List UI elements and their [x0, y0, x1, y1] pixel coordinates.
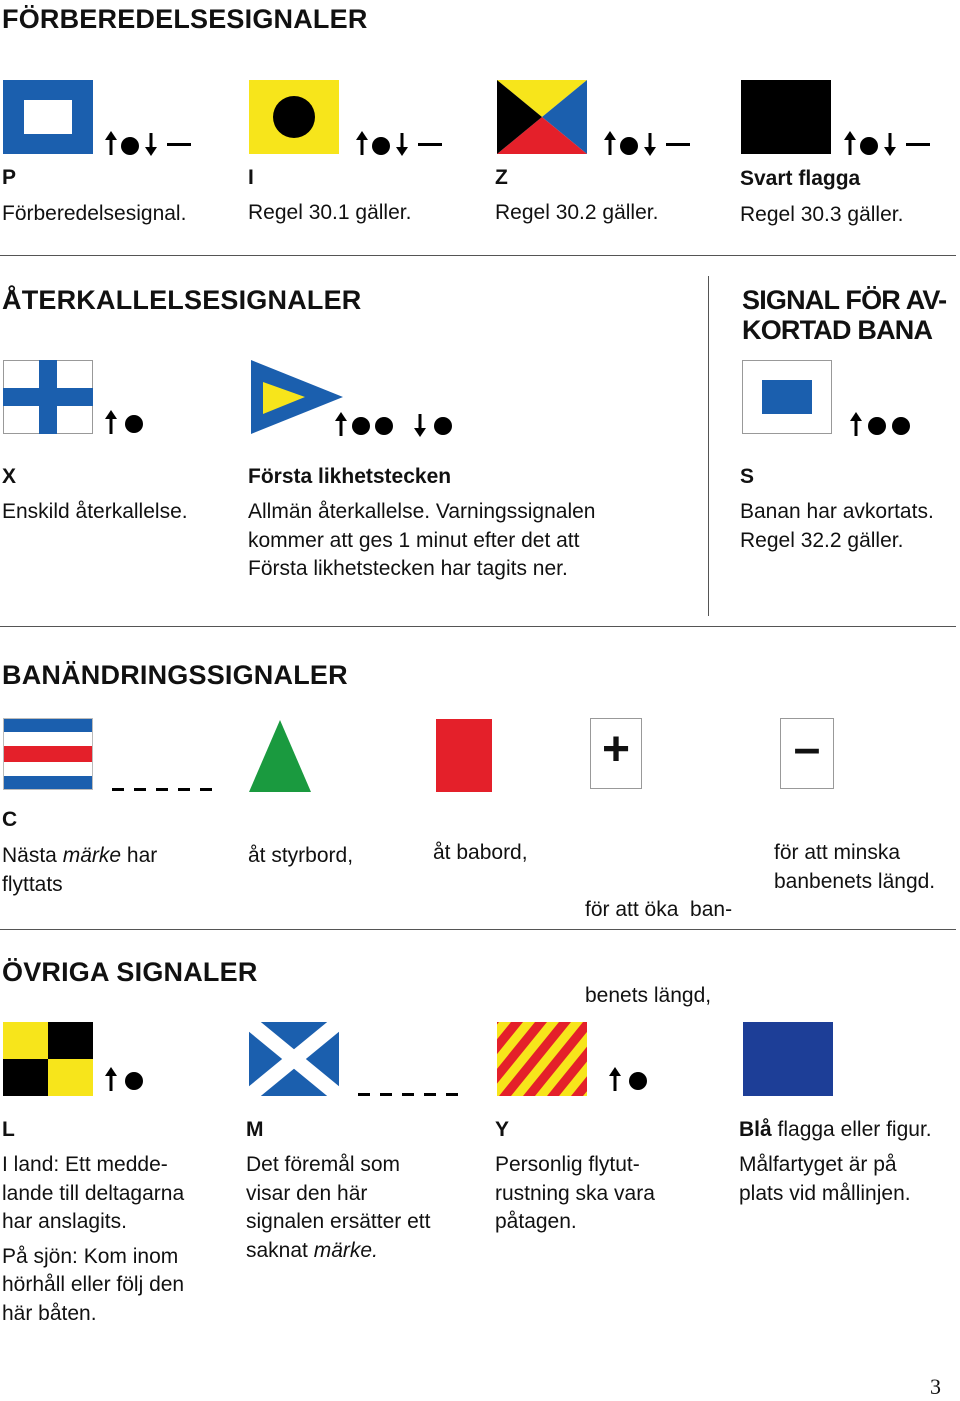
flag-desc-i: Regel 30.1 gäller.	[248, 201, 412, 224]
flag-label-z: Z	[495, 166, 508, 189]
flag-y-icon	[497, 1022, 587, 1096]
flag-desc-blue: Målfartyget är på plats vid mållinjen.	[739, 1153, 911, 1205]
flag-desc-c: Nästa märke har flyttats	[2, 844, 158, 896]
flag-label-p: P	[2, 166, 17, 189]
flag-label-black: Svart flagga	[740, 167, 861, 190]
vertical-divider	[708, 276, 709, 616]
signal-up-icon	[103, 1067, 149, 1093]
desc-decrease: för att minska banbenets längd.	[774, 841, 936, 893]
flag-desc-z: Regel 30.2 gäller.	[495, 201, 659, 224]
plus-board-icon	[590, 718, 642, 789]
signal-up-down-icon	[842, 131, 932, 157]
section-title-shortened-2: KORTAD BANA	[742, 315, 933, 345]
flag-desc-m: Det föremål som visar den här signalen ersätter ett saknat märke.	[246, 1153, 431, 1262]
desc-increase: för att öka ban- benets längd,	[585, 898, 733, 1007]
flag-desc-l: I land: Ett medde- lande till deltagarna har anslagits. På sjön: Kom inom hörhåll eller följ den här båten.	[2, 1153, 185, 1325]
flag-desc-first-substitute: Allmän återkallelse. Varningssignalen kommer att ges 1 minut efter det att Första likhetstecken har tagits ner.	[248, 500, 596, 580]
desc-port: åt babord,	[433, 841, 528, 864]
flag-label-first-substitute: Första likhetstecken	[248, 465, 452, 488]
section-title-other: ÖVRIGA SIGNALER	[2, 957, 258, 987]
flag-x-icon	[3, 360, 93, 434]
flag-label-m: M	[246, 1118, 264, 1141]
signal-dashed-line-icon	[358, 1092, 462, 1098]
flag-label-s: S	[740, 465, 755, 488]
signal-up-two-icon	[848, 412, 918, 438]
flag-label-blue: Blå flagga eller figur.	[739, 1118, 932, 1141]
flag-p-icon	[3, 80, 93, 154]
plus-symbol: +	[601, 723, 631, 776]
flag-m-icon	[249, 1022, 339, 1096]
flag-c-icon	[3, 718, 93, 790]
signal-up-icon	[103, 410, 149, 436]
page-number: 3	[930, 1374, 941, 1399]
first-substitute-pennant-icon	[251, 360, 343, 434]
flag-i-icon	[249, 80, 339, 154]
signal-dashed-line-icon	[112, 787, 216, 793]
section-title-shortened-1: SIGNAL FÖR AV-	[742, 285, 947, 315]
flag-z-icon	[497, 80, 587, 154]
divider	[0, 929, 956, 930]
signal-up-down-icon	[103, 131, 193, 157]
section-title-course-change: BANÄNDRINGSSIGNALER	[2, 660, 348, 690]
section-title-recall: ÅTERKALLELSESIGNALER	[2, 285, 362, 315]
flag-label-i: I	[248, 166, 254, 189]
flag-label-c: C	[2, 808, 18, 831]
divider	[0, 255, 956, 256]
flag-desc-s: Banan har avkortats. Regel 32.2 gäller.	[740, 500, 934, 552]
red-rectangle-icon	[436, 719, 492, 792]
section-title-preparatory: FÖRBEREDELSESIGNALER	[2, 4, 368, 34]
signal-up-two-down-one-icon	[333, 412, 463, 438]
flag-label-l: L	[2, 1118, 15, 1141]
signal-up-icon	[607, 1067, 653, 1093]
black-flag-icon	[741, 80, 831, 154]
signal-up-down-icon	[602, 131, 692, 157]
desc-starboard: åt styrbord,	[248, 844, 354, 867]
blue-flag-icon	[743, 1022, 833, 1096]
flag-desc-black: Regel 30.3 gäller.	[740, 203, 904, 226]
flag-desc-p: Förberedelsesignal.	[2, 202, 187, 225]
flag-l-icon	[3, 1022, 93, 1096]
flag-label-y: Y	[495, 1118, 510, 1141]
green-triangle-icon	[249, 720, 311, 792]
minus-board-icon	[780, 718, 834, 789]
flag-desc-y: Personlig flytut- rustning ska vara påtagen.	[495, 1153, 655, 1233]
flag-desc-x: Enskild återkallelse.	[2, 500, 188, 523]
flag-s-icon	[742, 360, 832, 434]
divider	[0, 626, 956, 627]
flag-label-x: X	[2, 465, 17, 488]
minus-symbol: –	[793, 722, 821, 775]
signal-up-down-icon	[354, 131, 444, 157]
